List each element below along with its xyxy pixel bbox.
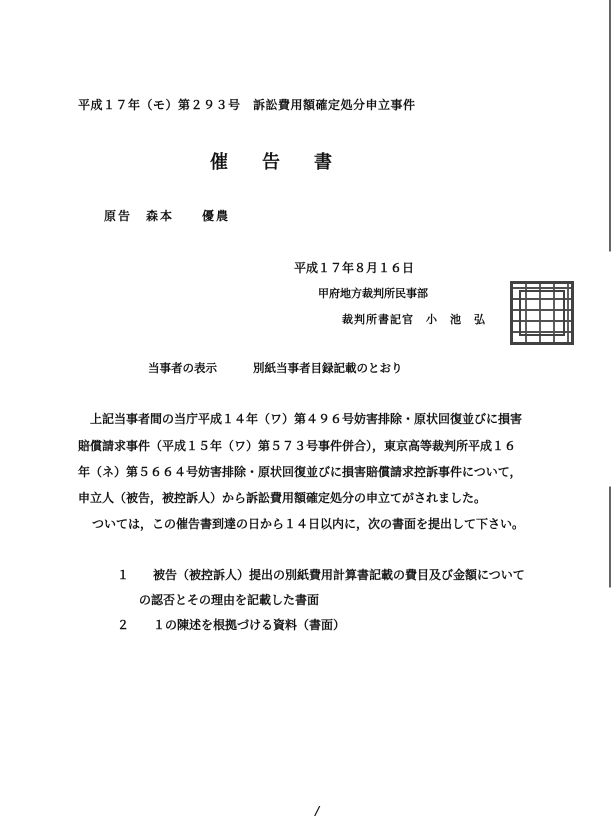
body-line: 上記当事者間の当庁平成１４年（ワ）第４９６号妨害排除・原状回復並びに損害 [90,412,523,426]
item-number: １ [117,568,130,582]
issue-date: 平成１７年８月１６日 [294,261,415,275]
page-mark: / [315,804,320,818]
court-name: 甲府地方裁判所民事部 [318,287,428,300]
clerk-name: 裁判所書記官 小 池 弘 [342,313,486,326]
list-item-continuation: の認否とその理由を記載した書面 [139,593,320,607]
body-line: ついては，この催告書到達の日から１４日以内に，次の書面を提出して下さい。 [92,517,525,531]
official-seal [510,281,574,345]
body-line: 賠償請求事件（平成１５年（ワ）第５７３号事件併合），東京高等裁判所平成１６ [78,439,517,453]
parties-value: 別紙当事者目録記載のとおり [253,361,403,375]
item-text: 被告（被控訴人）提出の別紙費用計算書記載の費目及び金額について [153,568,525,582]
list-item [117,616,345,633]
document-title: 催告書 [210,152,366,173]
body-line: 申立人（被告，被控訴人）から訴訟費用額確定処分の申立てがされました。 [78,491,487,505]
list-item [117,566,525,583]
body-line: 年（ネ）第５６６４号妨害排除・原状回復並びに損害賠償請求控訴事件について， [78,465,522,479]
item-number: ２ [117,618,130,632]
parties-line [148,360,403,376]
case-number-line: 平成１７年（モ）第２９３号 訴訟費用額確定処分申立事件 [78,98,416,112]
item-text: １の陳述を根拠づける資料（書面） [153,618,346,632]
plaintiff-line: 原告 森本 優農 [104,209,231,223]
parties-label: 当事者の表示 [148,361,217,375]
